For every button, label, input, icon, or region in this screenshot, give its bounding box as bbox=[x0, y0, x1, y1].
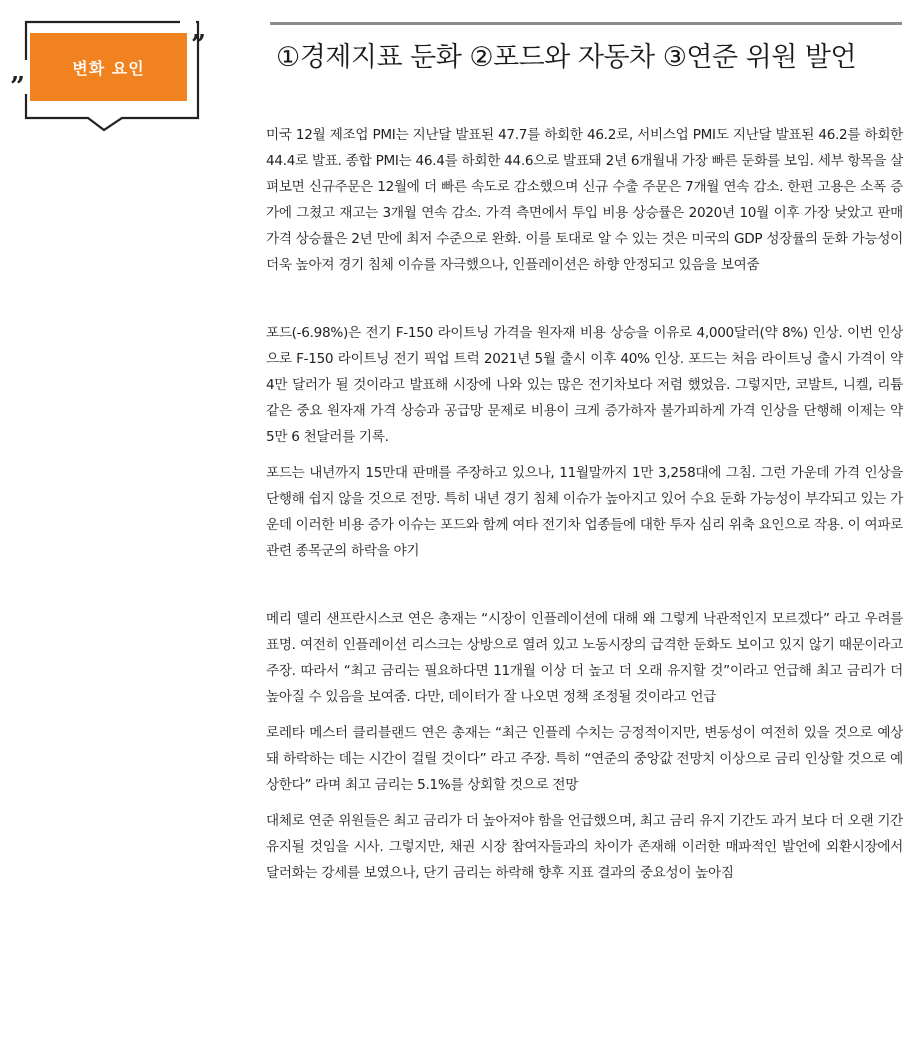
section-economic-indicators bbox=[266, 122, 903, 278]
content-body bbox=[266, 122, 903, 896]
paragraph: 포드는 내년까지 15만대 판매를 주장하고 있으나, 11월말까지 1만 3,258대에 그침. 그런 가운데 가격 인상을 단행해 쉽지 않을 것으로 전망. 특히 내년 경기 침체 이슈가 높아지고 있어 수요 둔화 가능성이 부각되고 있는 가운데 이러한 비용 증가 이슈는 포드와 함께 여타 전기차 업종들에 대한 투자 심리 위축 요인으로 작용. 이 여파로 관련 종목군의 하락을 야기 bbox=[266, 465, 903, 559]
open-quote-mark: ” bbox=[10, 72, 25, 102]
close-quote-mark: ” bbox=[191, 30, 206, 60]
page-title: ①경제지표 둔화 ②포드와 자동차 ③연준 위원 발언 bbox=[276, 42, 857, 73]
paragraph: 메리 델리 샌프란시스코 연은 총재는 “시장이 인플레이션에 대해 왜 그렇게 낙관적인지 모르겠다” 라고 우려를 표명. 여전히 인플레이션 리스크는 상방으로 열려 있고 노동시장의 급격한 둔화도 보이고 있지 않기 때문이라고 주장. 따라서 “최고 금리는 필요하다면 11개월 이상 더 높고 더 오래 유지할 것”이라고 언급해 최고 금리가 더 높아질 수 있음을 보여줌. 다만, 데이터가 잘 나오면 정책 조정될 것이라고 언급 bbox=[266, 611, 903, 705]
paragraph: 대체로 연준 위원들은 최고 금리가 더 높아져야 함을 언급했으며, 최고 금리 유지 기간도 과거 보다 더 오랜 기간 유지될 것임을 시사. 그렇지만, 채권 시장 참여자들과의 차이가 존재해 이러한 매파적인 발언에 외환시장에서 달러화는 강세를 보였으나, 단기 금리는 하락해 향후 지표 결과의 중요성이 높아짐 bbox=[266, 813, 903, 881]
title-rule bbox=[270, 22, 902, 25]
section-spacer bbox=[266, 574, 903, 606]
badge-box bbox=[30, 33, 187, 101]
paragraph: 미국 12월 제조업 PMI는 지난달 발표된 47.7를 하회한 46.2로, 서비스업 PMI도 지난달 발표된 46.2를 하회한 44.4로 발표. 종합 PMI는 46.4를 하회한 44.6으로 발표돼 2년 6개월내 가장 빠른 둔화를 보임. 세부 항목을 살펴보면 신규주문은 12월에 더 빠른 속도로 감소했으며 신규 수출 주문은 7개월 연속 감소. 한편 고용은 소폭 증가에 그쳤고 재고는 3개월 연속 감소. 가격 측면에서 투입 비용 상승률은 2020년 10월 이후 가장 낮았고 판매 가격 상승률은 2년 만에 최저 수준으로 완화. 이를 토대로 알 수 있는 것은 미국의 GDP 성장률의 둔화 가능성이 더욱 높아져 경기 침체 이슈를 자극했으나, 인플레이션은 하향 안정되고 있음을 보여줌 bbox=[266, 127, 903, 273]
paragraph: 포드(-6.98%)은 전기 F-150 라이트닝 가격을 원자재 비용 상승을 이유로 4,000달러(약 8%) 인상. 이번 인상으로 F-150 라이트닝 전기 픽업 트럭 2021년 5월 출시 이후 40% 인상. 포드는 처음 라이트닝 출시 가격이 약 4만 달러가 될 것이라고 발표해 시장에 나와 있는 많은 전기차보다 저렴 했었음. 그렇지만, 코발트, 니켈, 리튬 같은 중요 원자재 가격 상승과 공급망 문제로 비용이 크게 증가하자 불가피하게 가격 인상을 단행해 이제는 약 5만 6 천달러를 기록. bbox=[266, 325, 903, 445]
section-spacer bbox=[266, 288, 903, 320]
section-badge bbox=[0, 0, 220, 150]
badge-label: 변화 요인 bbox=[72, 58, 145, 78]
section-ford bbox=[266, 320, 903, 564]
section-fed-remarks bbox=[266, 606, 903, 886]
paragraph: 로레타 메스터 클리블랜드 연은 총재는 “최근 인플레 수치는 긍정적이지만, 변동성이 여전히 있을 것으로 예상돼 하락하는 데는 시간이 걸릴 것이다” 라고 주장. 특히 “연준의 중앙값 전망치 이상으로 금리 인상할 것으로 예상한다” 라며 최고 금리는 5.1%를 상회할 것으로 전망 bbox=[266, 725, 903, 793]
